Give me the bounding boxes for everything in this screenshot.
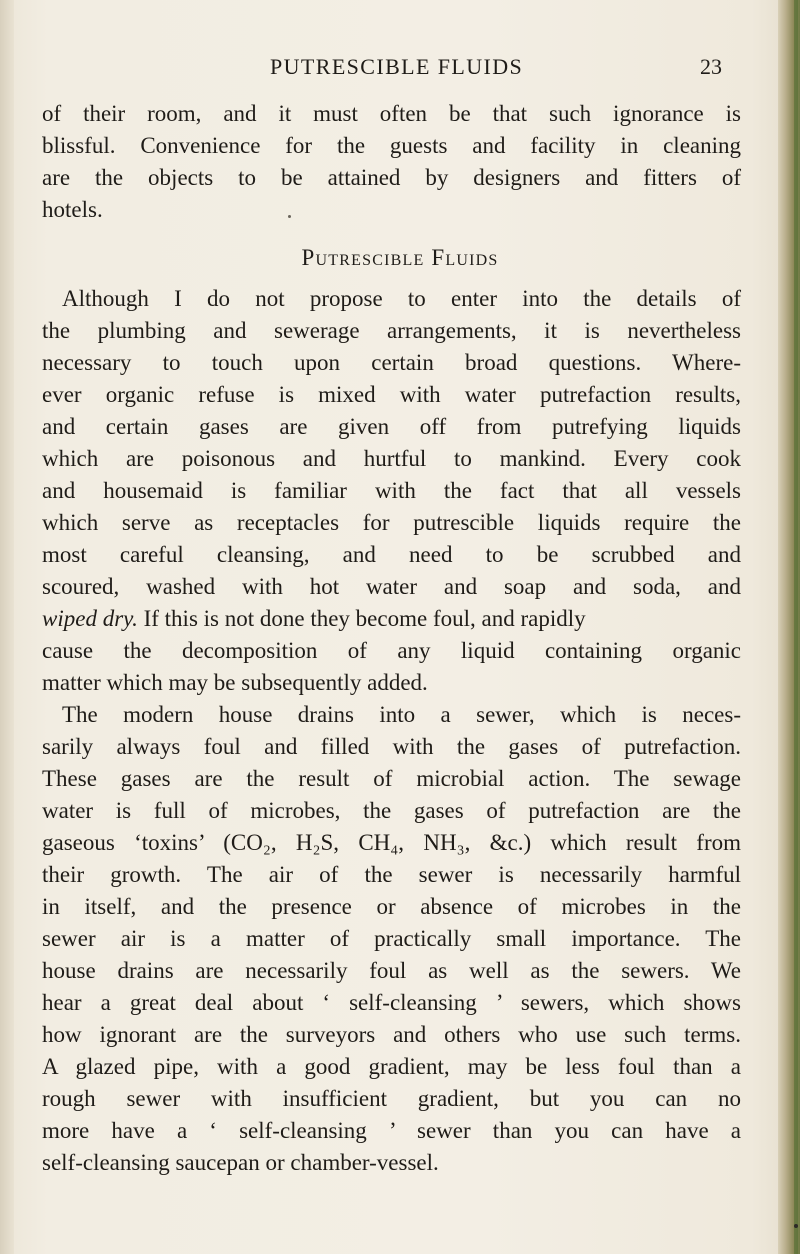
text-line: Although I do not propose to enter into the details of [62, 286, 741, 311]
running-head [0, 54, 800, 84]
text-line: cause the decomposition of any liquid containing organic [42, 638, 741, 663]
text-line: of their room, and it must often be that such ignorance is [42, 101, 741, 126]
text-line: in itself, and the presence or absence of microbes in the [42, 894, 741, 919]
page-left-edge [0, 0, 14, 1254]
text-line: and housemaid is familiar with the fact that all vessels [42, 478, 741, 503]
text-line: house drains are necessarily foul as well as the sewers. We [42, 958, 741, 983]
text-line: water is full of microbes, the gases of putrefaction are the [42, 798, 741, 823]
text-line: gaseous ‘toxins’ (CO₂, H₂S, CH₄, NH₃, &c.) which result from [42, 830, 741, 855]
text-line: These gases are the result of microbial action. The sewage [42, 766, 741, 791]
text-line: the plumbing and sewerage arrangements, it is nevertheless [42, 318, 741, 343]
text-line: and certain gases are given off from putrefying liquids [42, 414, 741, 439]
page-number: 23 [700, 54, 722, 79]
section-heading: Putrescible Fluids [301, 245, 499, 270]
text-line: more have a ‘ self-cleansing ’ sewer than you can have a [42, 1118, 741, 1143]
text-line: ever organic refuse is mixed with water putrefaction results, [42, 382, 741, 407]
binding-stripe [794, 0, 798, 1254]
text-line [42, 603, 741, 634]
page-right-edge [778, 0, 800, 1254]
text-line: matter which may be subsequently added. [42, 670, 428, 695]
text-line: their growth. The air of the sewer is necessarily harmful [42, 862, 741, 887]
text-line: self-cleansing saucepan or chamber-vessel. [42, 1150, 439, 1175]
text-line: sarily always foul and filled with the gases of putrefaction. [42, 734, 741, 759]
emphasis-text: wiped dry. [42, 606, 138, 631]
text-fragment: If this is not done they become foul, and rapidly [137, 606, 586, 631]
text-line: A glazed pipe, with a good gradient, may be less foul than a [42, 1054, 741, 1079]
text-line: blissful. Convenience for the guests and facility in cleaning [42, 133, 741, 158]
text-line: sewer air is a matter of practically small importance. The [42, 926, 741, 951]
text-line: most careful cleansing, and need to be scrubbed and [42, 542, 741, 567]
text-line: how ignorant are the surveyors and others who use such terms. [42, 1022, 741, 1047]
text-line: rough sewer with insufficient gradient, but you can no [42, 1086, 741, 1111]
text-line: are the objects to be attained by designers and fitters of [42, 165, 741, 190]
text-line: necessary to touch upon certain broad questions. Where- [42, 350, 741, 375]
text-line: The modern house drains into a sewer, which is neces- [62, 702, 741, 727]
text-line: which serve as receptacles for putrescible liquids require the [42, 510, 741, 535]
text-line: which are poisonous and hurtful to mankind. Every cook [42, 446, 741, 471]
running-title: PUTRESCIBLE FLUIDS [270, 54, 524, 79]
stray-mark [794, 1224, 798, 1228]
text-line: hear a great deal about ‘ self-cleansing ’ sewers, which shows [42, 990, 741, 1015]
text-line: scoured, washed with hot water and soap and soda, and [42, 574, 741, 599]
text-line: hotels. [42, 197, 103, 222]
